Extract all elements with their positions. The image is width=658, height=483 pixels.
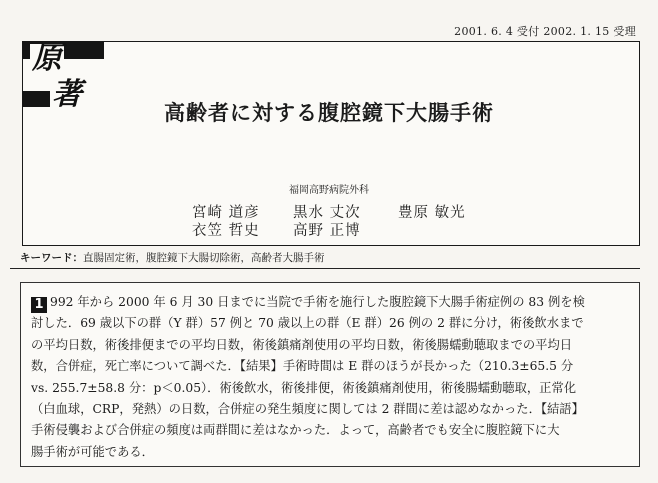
abstract-line: 数，合併症，死亡率について調べた．【結果】手術時間は E 群のほうが長かった（210.3±65.5 分 [31, 359, 574, 374]
article-title: 高齢者に対する腹腔鏡下大腸手術 [164, 101, 494, 125]
keywords-label: キーワード： [20, 252, 83, 264]
abstract-line: vs. 255.7±58.8 分：p＜0.05）．術後飲水，術後排便，術後鎮痛剤使用，術後腸蠕動聴取，正常化 [31, 380, 577, 395]
category-char-1: 原 [32, 41, 62, 76]
abstract-box [20, 282, 640, 467]
section-divider [10, 268, 640, 269]
category-char-2: 著 [52, 77, 82, 112]
abstract-line: 手術侵襲および合併症の頻度は両群間に差はなかった．よって，高齢者でも安全に腹腔鏡下に大 [31, 423, 560, 438]
abstract-line: 1 992 年から 2000 年 6 月 30 日までに当院で手術を施行した腹腔鏡下大腸手術症例の 83 例を検 [31, 292, 627, 313]
received-accepted-dates: 2001. 6. 4 受付 2002. 1. 15 受理 [454, 25, 636, 38]
abstract-line: 腸手術が可能である． [31, 444, 154, 459]
keywords-text: 直腸固定術，腹腔鏡下大腸切除術，高齢者大腸手術 [83, 252, 325, 264]
affiliation: 福岡高野病院外科 [289, 185, 369, 196]
keywords-row [20, 250, 325, 265]
author-name: 衣笠 哲史 [192, 223, 260, 239]
abstract-line: の平均日数，術後排便までの平均日数，術後鎮痛剤使用の平均日数，術後腸蠕動聴取までの平均日 [31, 337, 573, 352]
author-name: 黒水 丈次 [293, 205, 361, 221]
abstract-line: （白血球，CRP，発熱）の日数，合併症の発生頻度に関しては 2 群間に差は認めなかった．【結語】 [31, 402, 584, 417]
author-name: 宮崎 道彦 [192, 205, 260, 221]
author-name: 高野 正博 [293, 223, 361, 239]
author-name: 豊原 敏光 [398, 205, 466, 221]
abstract-text [31, 292, 627, 463]
abstract-number-box: 1 [31, 297, 47, 313]
abstract-line: 討した．69 歳以下の群（Y 群）57 例と 70 歳以上の群（E 群）26 例の 2 群に分け，術後飲水まで [31, 316, 584, 331]
